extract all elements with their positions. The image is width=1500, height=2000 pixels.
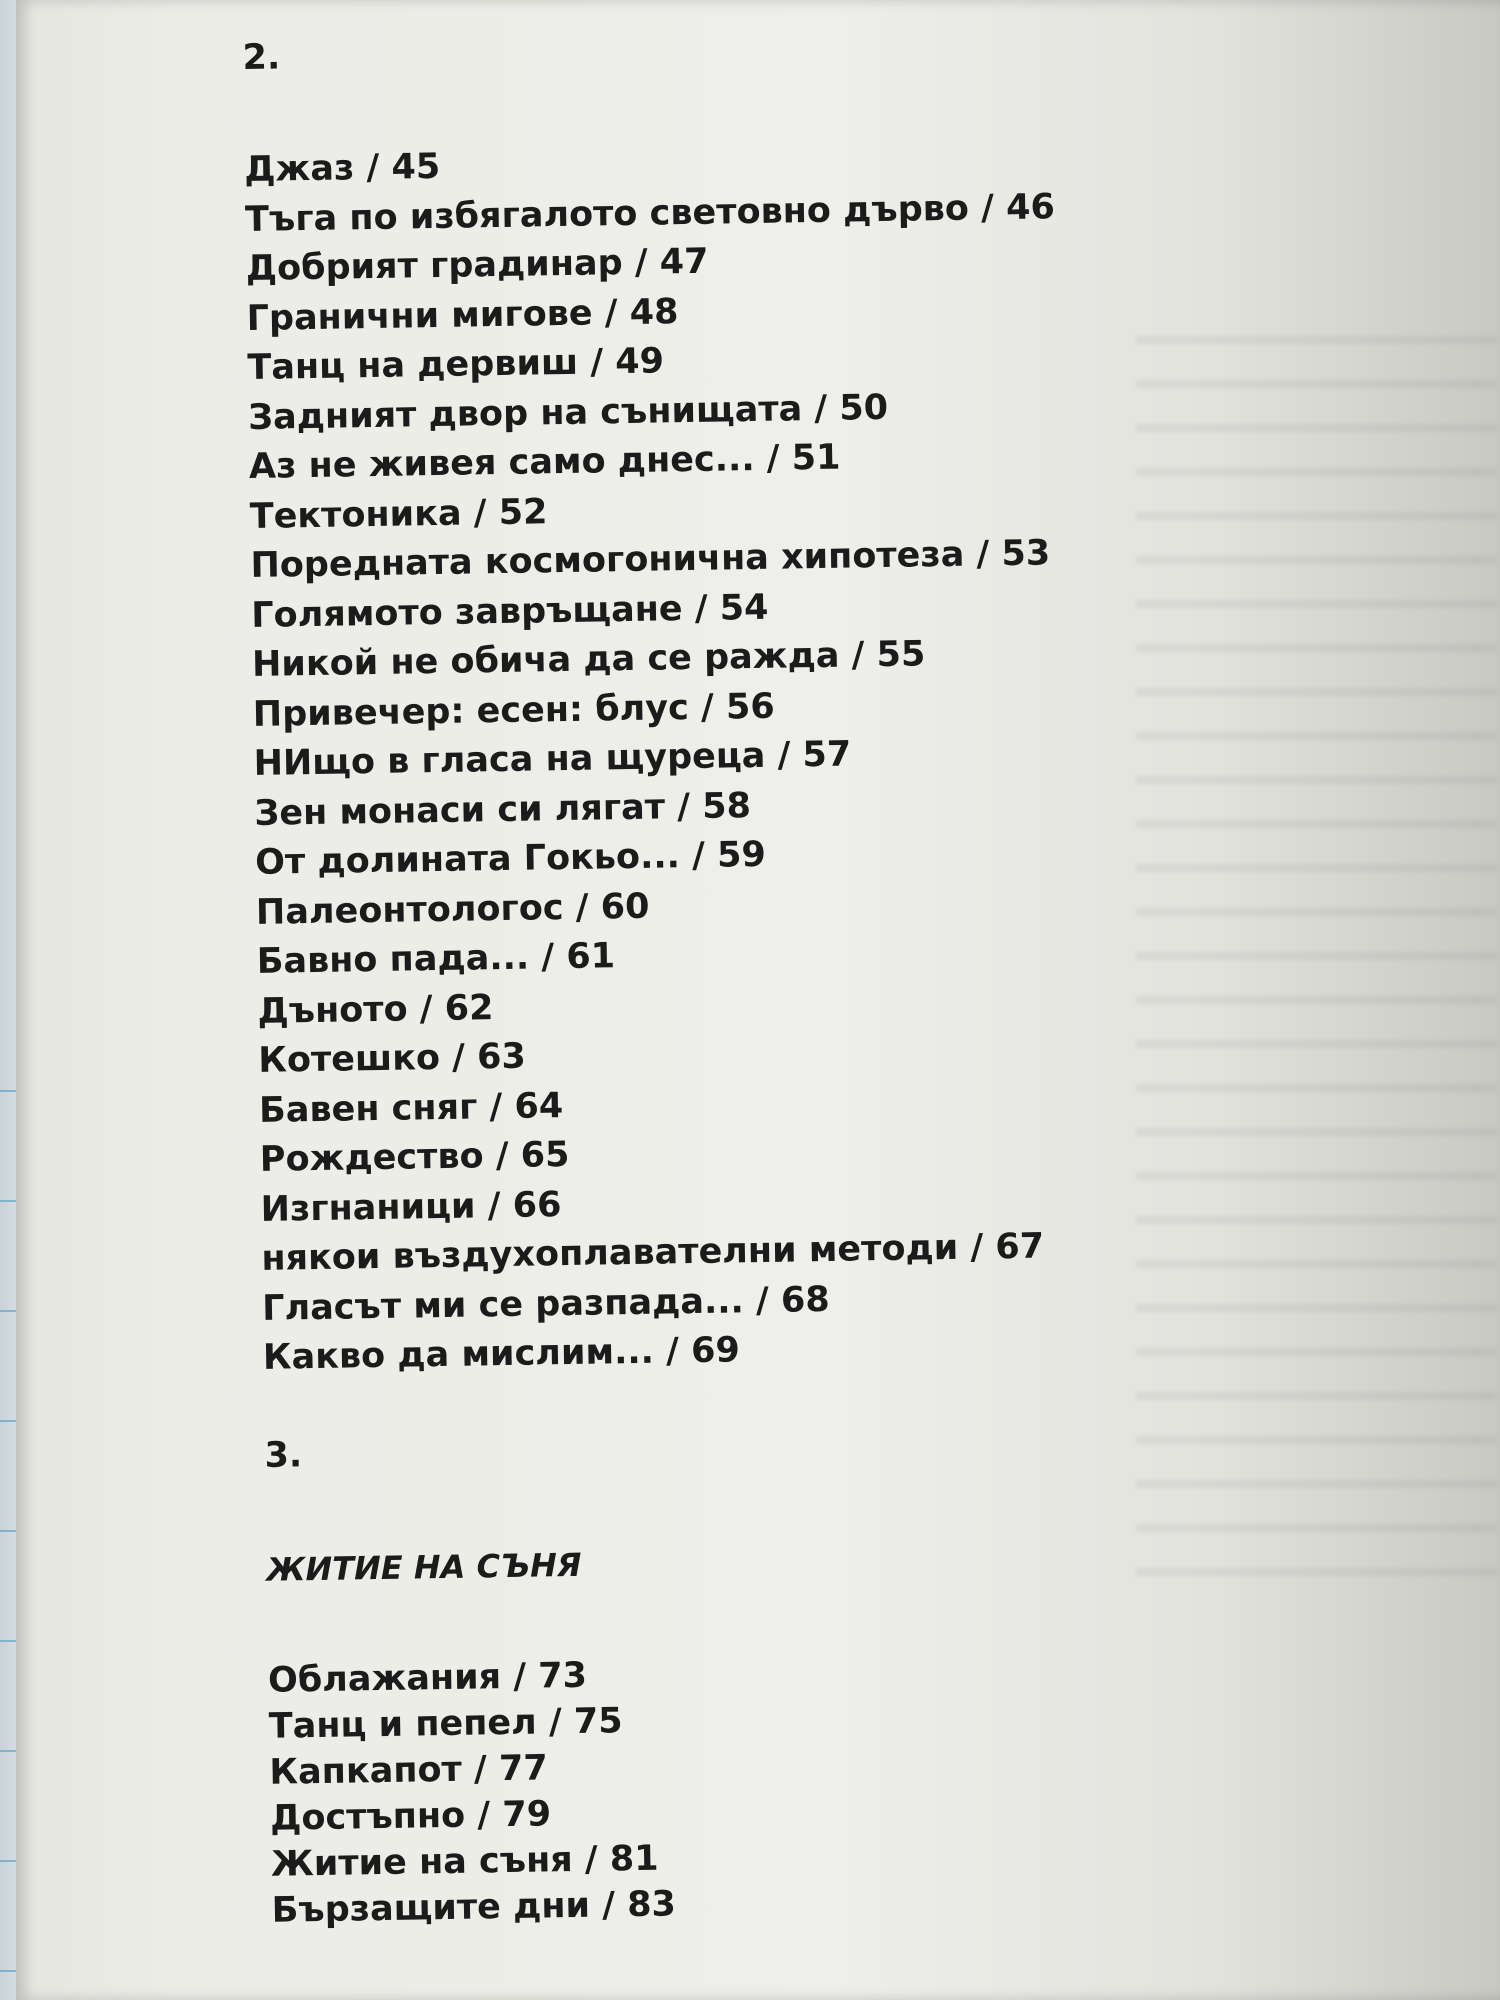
- toc-entry: Аз не живея само днес... / 51: [248, 437, 841, 487]
- toc-entry: Танц и пепел / 75: [268, 1700, 623, 1747]
- toc-entry: Танц на дервиш / 49: [247, 341, 665, 388]
- toc-entry: Достъпно / 79: [269, 1793, 552, 1839]
- toc-entry: Гласът ми се разпада... / 68: [261, 1279, 830, 1329]
- section-number: 2.: [242, 37, 281, 78]
- toc-entry: Котешко / 63: [258, 1036, 527, 1081]
- show-through-text: [1136, 300, 1496, 1600]
- toc-entry: Тектоника / 52: [249, 491, 548, 537]
- table-of-contents: [242, 8, 1172, 1933]
- toc-entry: Бързащите дни / 83: [271, 1883, 677, 1931]
- toc-entry: От долината Гокьо... / 59: [254, 834, 767, 883]
- section-3-list: [268, 1643, 1172, 1933]
- toc-entry: Дъното / 62: [257, 987, 494, 1032]
- toc-entry: Добрият градинар / 47: [245, 241, 709, 289]
- toc-entry: Изгнаници / 66: [260, 1184, 562, 1230]
- toc-entry: НИщо в гласа на щуреца / 57: [253, 734, 852, 784]
- section-2-list: [244, 132, 1163, 1383]
- toc-entry: Тъга по избягалото световно дърво / 46: [244, 186, 1056, 240]
- section-subtitle: ЖИТИЕ НА СЪНЯ: [266, 1545, 582, 1589]
- toc-entry: Задният двор на сънищата / 50: [247, 387, 889, 438]
- toc-entry: Джаз / 45: [244, 146, 441, 190]
- toc-entry: Зен монаси си лягат / 58: [254, 785, 752, 834]
- toc-entry: Житие на съня / 81: [270, 1838, 659, 1885]
- toc-entry: Палеонтологос / 60: [255, 886, 650, 933]
- toc-entry: някои въздухоплавателни методи / 67: [261, 1226, 1045, 1279]
- toc-entry: Голямото завръщане / 54: [251, 587, 769, 636]
- toc-entry: Бавен сняг / 64: [258, 1085, 564, 1131]
- toc-entry: Капкапот / 77: [269, 1747, 548, 1793]
- toc-entry: Поредната космогонична хипотеза / 53: [250, 533, 1051, 586]
- toc-entry: Никой не обича да се ражда / 55: [251, 634, 926, 685]
- section-number: 3.: [264, 1434, 303, 1476]
- toc-entry: Какво да мислим... / 69: [262, 1330, 741, 1378]
- toc-entry: Рождество / 65: [259, 1134, 570, 1180]
- toc-entry: Привечер: есен: блус / 56: [252, 686, 775, 735]
- toc-entry: Облажания / 73: [267, 1655, 588, 1701]
- toc-entry: Гранични мигове / 48: [246, 291, 679, 339]
- toc-entry: Бавно пада... / 61: [256, 936, 616, 982]
